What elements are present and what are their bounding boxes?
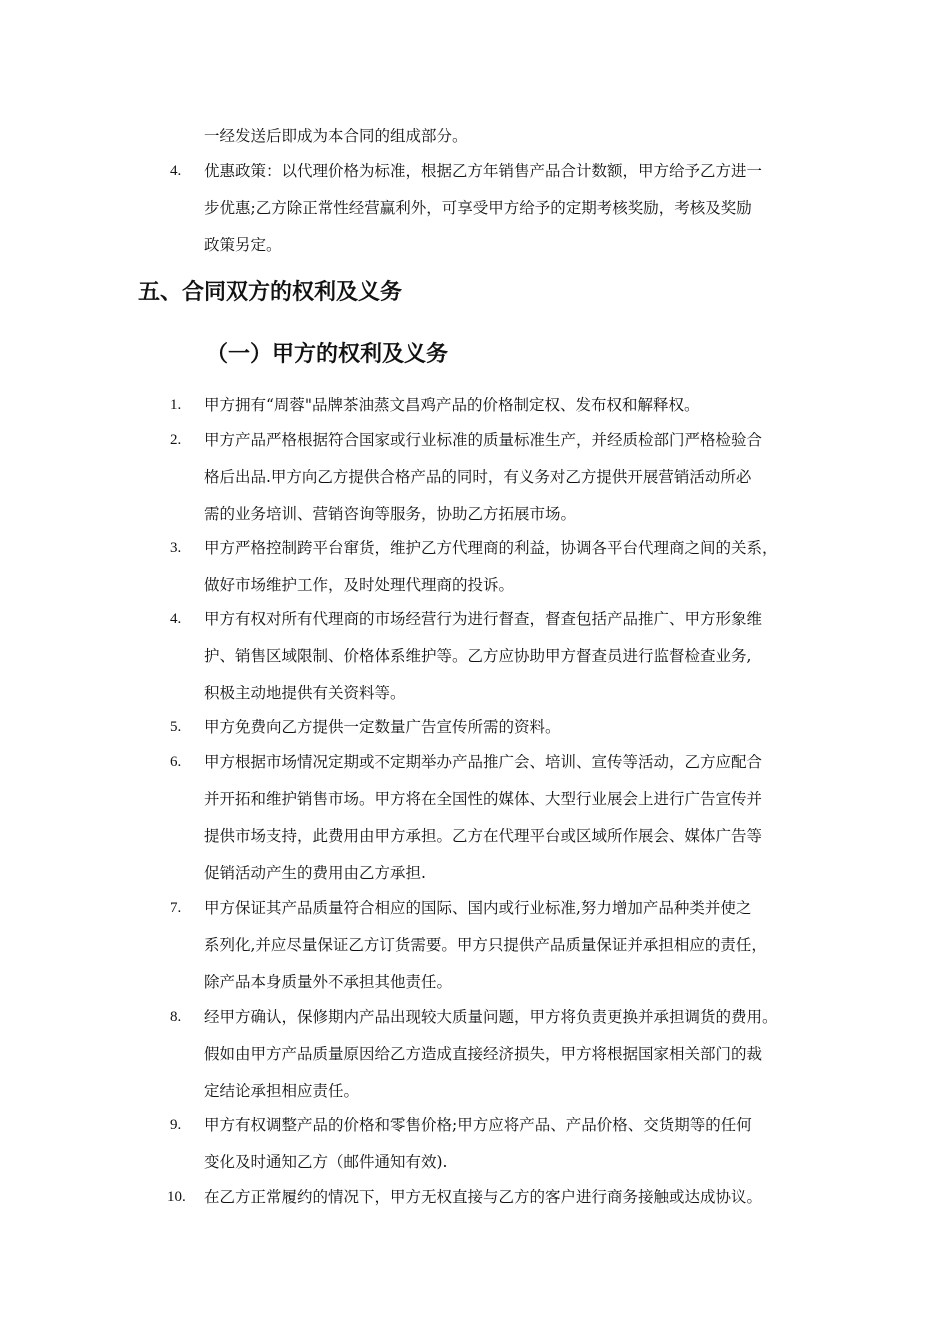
list-item-line: 需的业务培训、营销咨询等服务，协助乙方拓展市场。: [204, 505, 577, 523]
list-item-line: 经甲方确认，保修期内产品出现较大质量问题，甲方将负责更换并承担调货的费用。: [204, 1008, 778, 1026]
list-number: 9.: [170, 1117, 182, 1133]
list-item-line: 甲方保证其产品质量符合相应的国际、国内或行业标准,努力增加产品种类并使之: [204, 899, 752, 917]
list-item-line: 政策另定。: [204, 236, 282, 254]
list-number: 4.: [170, 611, 182, 627]
list-number: 5.: [170, 719, 182, 735]
list-item-line: 除产品本身质量外不承担其他责任。: [204, 973, 453, 991]
list-number: 1.: [170, 397, 182, 413]
list-item-line: 甲方有权调整产品的价格和零售价格;甲方应将产品、产品价格、交货期等的任何: [204, 1116, 752, 1134]
list-item-line: 甲方根据市场情况定期或不定期举办产品推广会、培训、宣传等活动，乙方应配合: [204, 753, 763, 771]
list-item-line: 甲方免费向乙方提供一定数量广告宣传所需的资料。: [204, 718, 561, 736]
list-item-line: 假如由甲方产品质量原因给乙方造成直接经济损失，甲方将根据国家相关部门的裁: [204, 1045, 763, 1063]
list-item-line: 甲方有权对所有代理商的市场经营行为进行督查，督查包括产品推广、甲方形象维: [204, 610, 763, 628]
list-item-line: 甲方产品严格根据符合国家或行业标准的质量标准生产，并经质检部门严格检验合: [204, 431, 763, 449]
list-item-line: 甲方拥有“周蓉"品牌茶油蒸文昌鸡产品的价格制定权、发布权和解释权。: [204, 396, 700, 414]
list-number: 3.: [170, 540, 182, 556]
subsection-heading: （一）甲方的权利及义务: [206, 342, 449, 367]
list-item-line: 提供市场支持，此费用由甲方承担。乙方在代理平台或区域所作展会、媒体广告等: [204, 827, 763, 845]
list-item-line: 定结论承担相应责任。: [204, 1082, 360, 1100]
list-item-line: 在乙方正常履约的情况下，甲方无权直接与乙方的客户进行商务接触或达成协议。: [204, 1188, 763, 1206]
section-heading: 五、合同双方的权利及义务: [138, 280, 403, 305]
list-item-line: 优惠政策：以代理价格为标准，根据乙方年销售产品合计数额，甲方给予乙方进一: [204, 162, 763, 180]
list-item-line: 做好市场维护工作，及时处理代理商的投诉。: [204, 576, 515, 594]
list-item-line: 步优惠;乙方除正常性经营赢利外，可享受甲方给予的定期考核奖励，考核及奖励: [204, 199, 752, 217]
list-number: 7.: [170, 900, 182, 916]
list-number: 8.: [170, 1009, 182, 1025]
list-item-line: 积极主动地提供有关资料等。: [204, 684, 406, 702]
list-item-line: 甲方严格控制跨平台窜货，维护乙方代理商的利益，协调各平台代理商之间的关系，: [204, 539, 778, 557]
list-number: 4.: [170, 163, 182, 179]
list-item-line: 促销活动产生的费用由乙方承担.: [204, 864, 426, 882]
list-number: 2.: [170, 432, 182, 448]
list-number: 10.: [167, 1189, 186, 1205]
list-item-line: 护、销售区域限制、价格体系维护等。乙方应协助甲方督查员进行监督检查业务,: [204, 647, 752, 665]
list-item-line: 并开拓和维护销售市场。甲方将在全国性的媒体、大型行业展会上进行广告宣传并: [204, 790, 763, 808]
list-number: 6.: [170, 754, 182, 770]
list-item-line: 系列化,并应尽量保证乙方订货需要。甲方只提供产品质量保证并承担相应的责任，: [204, 936, 767, 954]
list-item-line: 变化及时通知乙方（邮件通知有效).: [204, 1153, 448, 1171]
continuation-line: 一经发送后即成为本合同的组成部分。: [204, 127, 468, 145]
list-item-line: 格后出品.甲方向乙方提供合格产品的同时，有义务对乙方提供开展营销活动所必: [204, 468, 752, 486]
